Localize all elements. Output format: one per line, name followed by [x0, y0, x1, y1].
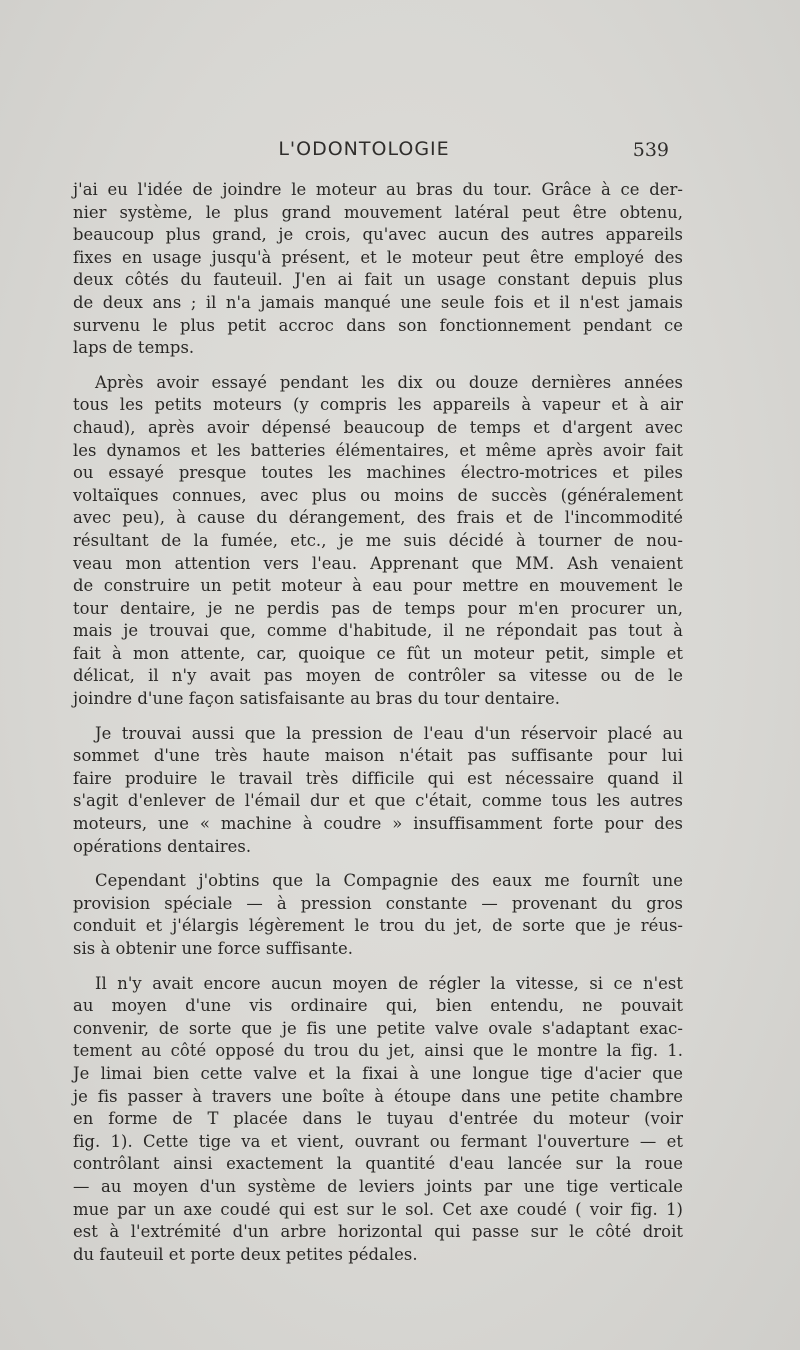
- text-line: avec peu), à cause du dérangement, des frais et de l'incommodité: [73, 508, 683, 528]
- text-line: convenir, de sorte que je fis une petite valve ovale s'adaptant exac-: [73, 1018, 683, 1038]
- text-line: fixes en usage jusqu'à présent, et le moteur peut être employé des: [73, 247, 683, 267]
- page-number: 539: [632, 139, 669, 161]
- text-line: au moyen d'une vis ordinaire qui, bien entendu, ne pouvait: [73, 996, 683, 1016]
- text-line: provision spéciale — à pression constante — provenant du gros: [73, 893, 683, 913]
- text-line: fait à mon attente, car, quoique ce fût un moteur petit, simple et: [73, 643, 683, 663]
- text-line: conduit et j'élargis légèrement le trou du jet, de sorte que je réus-: [73, 916, 683, 936]
- paragraph-pressure: [73, 723, 683, 859]
- text-line: voltaïques connues, avec plus ou moins de succès (généralement: [73, 485, 683, 505]
- body-text: [73, 179, 683, 1278]
- text-line: opérations dentaires.: [73, 836, 252, 856]
- text-line: est à l'extrémité d'un arbre horizontal qui passe sur le côté droit: [73, 1222, 683, 1242]
- text-line: Après avoir essayé pendant les dix ou douze dernières années: [95, 372, 683, 392]
- text-line: Il n'y avait encore aucun moyen de régler la vitesse, si ce n'est: [95, 973, 683, 993]
- paragraph-motors: [73, 372, 683, 711]
- text-line: délicat, il n'y avait pas moyen de contrôler sa vitesse ou de le: [73, 666, 683, 686]
- text-line: les dynamos et les batteries élémentaires, et même après avoir fait: [73, 440, 683, 460]
- text-line: tous les petits moteurs (y compris les appareils à vapeur et à air: [73, 395, 683, 415]
- text-line: Cependant j'obtins que la Compagnie des eaux me fournît une: [95, 871, 683, 891]
- text-line: j'ai eu l'idée de joindre le moteur au bras du tour. Grâce à ce der-: [73, 180, 683, 199]
- text-line: résultant de la fumée, etc., je me suis décidé à tourner de nou-: [73, 530, 683, 550]
- text-line: tour dentaire, je ne perdis pas de temps pour m'en procurer un,: [73, 598, 683, 618]
- text-line: deux côtés du fauteuil. J'en ai fait un usage constant depuis plus: [73, 270, 683, 290]
- text-line: de construire un petit moteur à eau pour mettre en mouvement le: [73, 576, 683, 596]
- text-line: contrôlant ainsi exactement la quantité d'eau lancée sur la roue: [73, 1154, 683, 1174]
- text-line: survenu le plus petit accroc dans son fonctionnement pendant ce: [73, 315, 683, 335]
- text-line: Je limai bien cette valve et la fixai à une longue tige d'acier que: [73, 1063, 683, 1083]
- text-line: tement au côté opposé du trou du jet, ainsi que le montre la fig. 1.: [73, 1041, 683, 1061]
- text-line: Je trouvai aussi que la pression de l'eau d'un réservoir placé au: [95, 723, 683, 743]
- text-line: nier système, le plus grand mouvement latéral peut être obtenu,: [73, 202, 683, 222]
- running-head: [73, 138, 669, 162]
- text-line: de deux ans ; il n'a jamais manqué une seule fois et il n'est jamais: [73, 292, 683, 312]
- text-line: s'agit d'enlever de l'émail dur et que c'était, comme tous les autres: [73, 791, 683, 811]
- text-line: mais je trouvai que, comme d'habitude, il ne répondait pas tout à: [73, 621, 683, 641]
- text-line: sis à obtenir une force suffisante.: [73, 939, 353, 958]
- text-line: sommet d'une très haute maison n'était pas suffisante pour lui: [73, 746, 683, 766]
- text-line: ou essayé presque toutes les machines électro-motrices et piles: [73, 463, 683, 483]
- paragraph-water-company: [73, 870, 683, 960]
- text-line: moteurs, une « machine à coudre » insuffisamment forte pour des: [73, 814, 683, 834]
- text-line: — au moyen d'un système de leviers joints par une tige verticale: [73, 1176, 683, 1196]
- text-line: faire produire le travail très difficile qui est nécessaire quand il: [73, 768, 683, 788]
- text-line: beaucoup plus grand, je crois, qu'avec aucun des autres appareils: [73, 225, 683, 245]
- text-line: du fauteuil et porte deux petites pédales.: [73, 1244, 418, 1264]
- text-line: je fis passer à travers une boîte à étoupe dans une petite chambre: [73, 1086, 683, 1106]
- text-line: en forme de T placée dans le tuyau d'entrée du moteur (voir: [73, 1109, 683, 1129]
- text-line: chaud), après avoir dépensé beaucoup de temps et d'argent avec: [73, 417, 683, 437]
- text-line: mue par un axe coudé qui est sur le sol. Cet axe coudé ( voir fig. 1): [73, 1199, 683, 1219]
- journal-title: L'ODONTOLOGIE: [278, 138, 450, 160]
- text-line: fig. 1). Cette tige va et vient, ouvrant ou fermant l'ouverture — et: [73, 1131, 683, 1151]
- text-line: joindre d'une façon satisfaisante au bras du tour dentaire.: [73, 689, 561, 709]
- paragraph-valve: [73, 973, 683, 1267]
- text-line: laps de temps.: [73, 338, 195, 358]
- paragraph-continuation: [73, 179, 683, 360]
- text-line: veau mon attention vers l'eau. Apprenant que MM. Ash venaient: [73, 553, 683, 573]
